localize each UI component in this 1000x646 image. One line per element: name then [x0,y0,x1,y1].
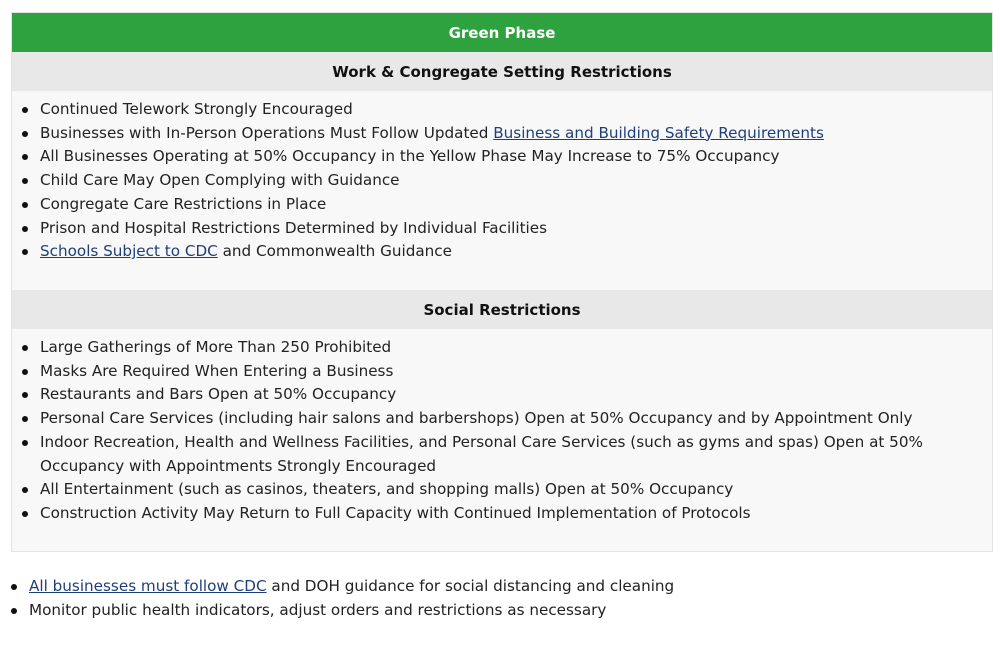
list-item [1,575,991,599]
general-guidance-list [1,575,991,622]
green-phase-header [12,13,992,52]
list-item: All Entertainment (such as casinos, theaters, and shopping malls) Open at 50% Occupancy [12,478,992,502]
list-item: Monitor public health indicators, adjust orders and restrictions as necessary [1,599,991,623]
business-safety-requirements-link[interactable]: Business and Building Safety Requirements [493,123,824,142]
work-restrictions-title: Work & Congregate Setting Restrictions [332,62,672,81]
phase-title: Green Phase [448,23,556,42]
list-item [12,240,992,264]
list-item: Masks Are Required When Entering a Business [12,360,992,384]
list-item: Construction Activity May Return to Full Capacity with Continued Implementation of Protocols [12,502,992,526]
list-item: Prison and Hospital Restrictions Determined by Individual Facilities [12,217,992,241]
list-item: Congregate Care Restrictions in Place [12,193,992,217]
social-restrictions-title: Social Restrictions [423,300,581,319]
list-item: Personal Care Services (including hair salons and barbershops) Open at 50% Occupancy and by Appointment Only [12,407,992,431]
work-restrictions-header [12,52,992,91]
green-phase-panel [11,12,993,552]
list-item: Large Gatherings of More Than 250 Prohibited [12,336,992,360]
list-item: Continued Telework Strongly Encouraged [12,98,992,122]
list-item-text: and DOH guidance for social distancing and cleaning [266,577,675,595]
list-item-text: and Commonwealth Guidance [217,242,452,261]
list-item: Child Care May Open Complying with Guidance [12,169,992,193]
list-item: Restaurants and Bars Open at 50% Occupancy [12,383,992,407]
list-item: Indoor Recreation, Health and Wellness Facilities, and Personal Care Services (such as gyms and spas) Open at 50% Occupancy with Appointments Strongly Encouraged [12,431,992,478]
cdc-guidance-link[interactable]: All businesses must follow CDC [29,577,267,595]
schools-cdc-link[interactable]: Schools Subject to CDC [40,242,218,261]
list-item: All Businesses Operating at 50% Occupancy in the Yellow Phase May Increase to 75% Occupancy [12,145,992,169]
social-restrictions-header [12,290,992,329]
social-restrictions-list [12,329,992,526]
list-item [12,122,992,146]
list-item-text: Businesses with In-Person Operations Must Follow Updated [40,123,494,142]
work-restrictions-list [12,91,992,290]
